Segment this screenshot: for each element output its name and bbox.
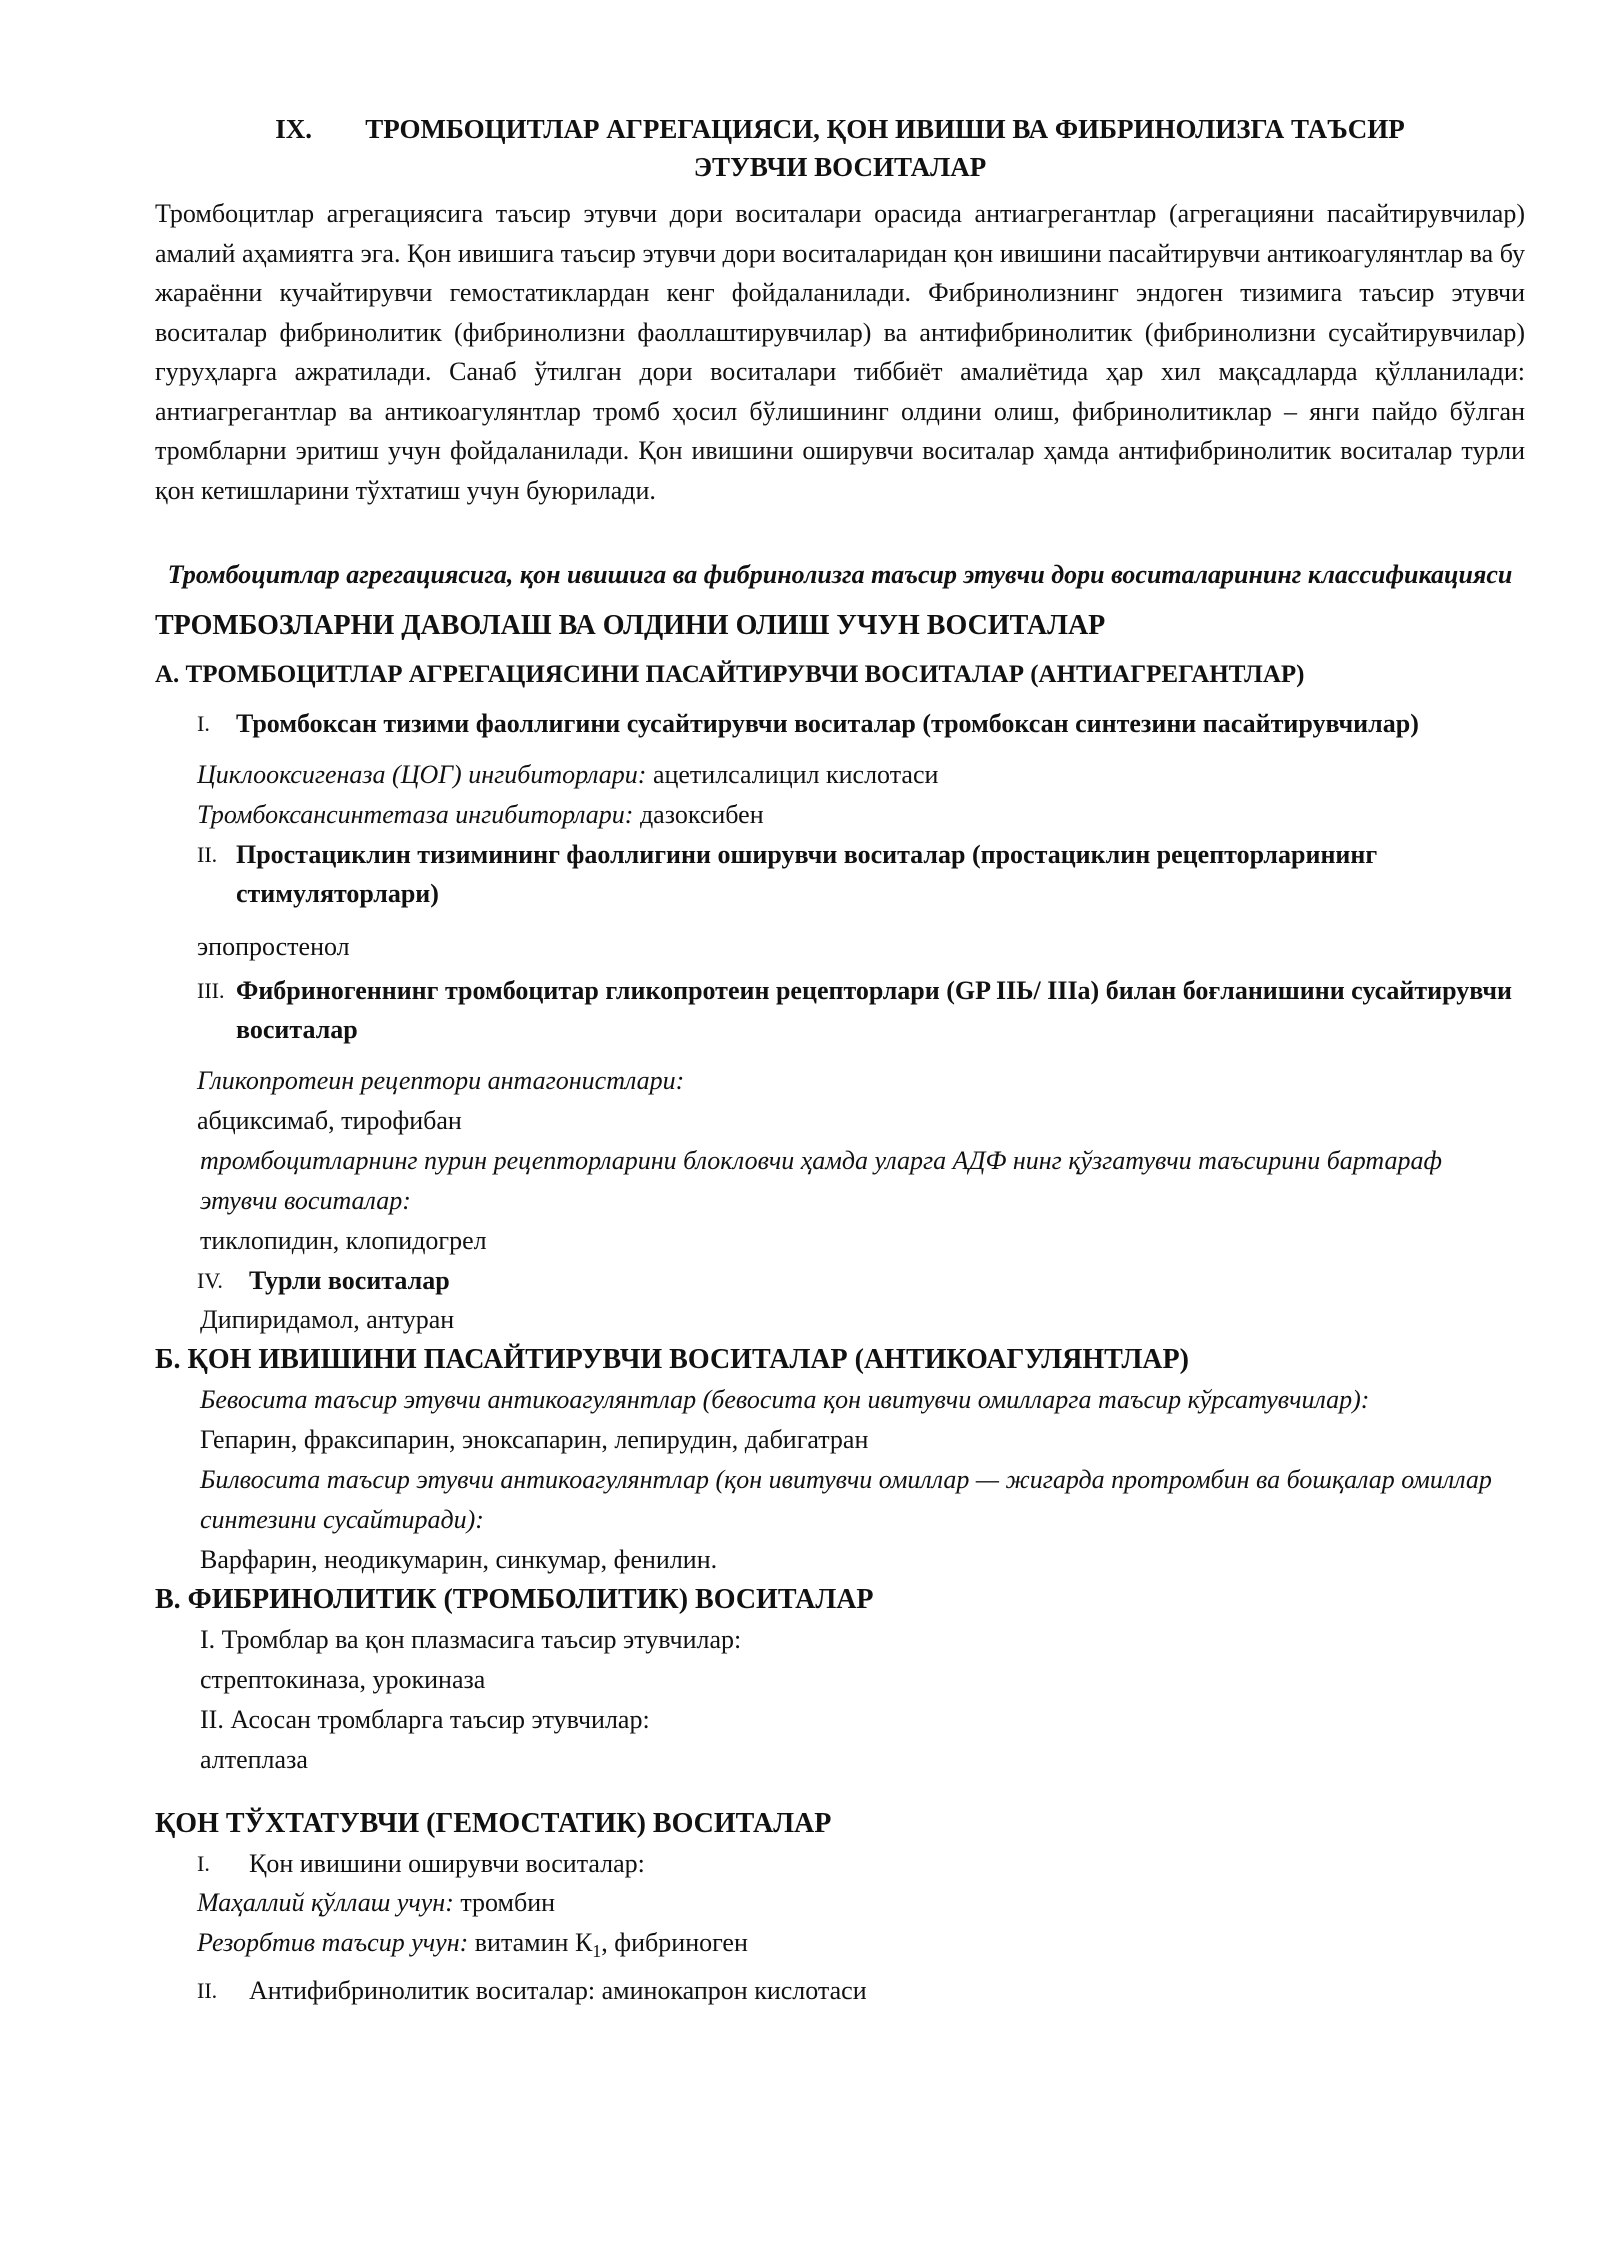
cox-inhibitors-label: Циклооксигеназа (ЦОГ) ингибиторлари: bbox=[197, 760, 647, 789]
fibrinolytics-group-i-drugs: стрептокиназа, урокиназа bbox=[200, 1665, 486, 1694]
resorptive-label: Резорбтив таъсир учун: bbox=[197, 1928, 469, 1957]
group-iv-title: Турли воситалар bbox=[249, 1266, 450, 1295]
cox-inhibitors-drug: ацетилсалицил кислотаси bbox=[646, 760, 939, 789]
chapter-title-line2: ЭТУВЧИ ВОСИТАЛАР bbox=[693, 152, 987, 182]
document-page bbox=[155, 110, 1525, 2010]
chapter-title-line1: ТРОМБОЦИТЛАР АГРЕГАЦИЯСИ, ҚОН ИВИШИ ВА ФИБРИНОЛИЗГА ТАЪСИР bbox=[365, 114, 1405, 144]
direct-anticoagulants-label: Бевосита таъсир этувчи антикоагулянтлар (бевосита қон ивитувчи омилларга таъсир кўрсатувчилар): bbox=[200, 1385, 1370, 1414]
group-i-number: I. bbox=[197, 711, 210, 736]
hemostatic-group-i-title: Қон ивишини оширувчи воситалар: bbox=[249, 1849, 645, 1878]
local-use-line bbox=[155, 1883, 1525, 1923]
resorptive-drug-rest: , фибриноген bbox=[601, 1928, 748, 1957]
group-iv bbox=[155, 1261, 1525, 1300]
fibrinolytics-group-ii-drugs: алтеплаза bbox=[200, 1745, 308, 1774]
fibrinolytics-group-ii: II. Асосан тромбларга таъсир этувчилар: bbox=[200, 1705, 650, 1734]
local-use-drug: тромбин bbox=[453, 1888, 556, 1917]
resorptive-drug-subscript: 1 bbox=[592, 1941, 602, 1962]
group-ii bbox=[155, 835, 1525, 913]
purine-blockers-drugs: тиклопидин, клопидогрел bbox=[200, 1226, 487, 1255]
group-i-title: Тромбоксан тизими фаоллигини сусайтирувчи воситалар (тромбоксан синтезини пасайтирувчилар) bbox=[236, 709, 1419, 738]
thrombosis-heading: ТРОМБОЗЛАРНИ ДАВОЛАШ ВА ОЛДИНИ ОЛИШ УЧУН ВОСИТАЛАР bbox=[155, 610, 1106, 641]
hemostatic-group-ii-number: II. bbox=[197, 1978, 218, 2004]
fibrinolytics-group-i: I. Тромблар ва қон плазмасига таъсир этувчилар: bbox=[200, 1625, 742, 1654]
thromboxane-synthetase-line bbox=[155, 795, 1525, 835]
resorptive-line bbox=[155, 1923, 1525, 1971]
thromboxane-synthetase-drug: дазоксибен bbox=[633, 800, 764, 829]
group-iv-drugs: Дипиридамол, антуран bbox=[200, 1305, 455, 1334]
group-ii-drug: эпопростенол bbox=[197, 932, 350, 961]
intro-paragraph: Тромбоцитлар агрегациясига таъсир этувчи дори воситалари орасида антиагрегантлар (агрегацияни пасайтирувчилар) амалий аҳамиятга эга. Қон ивишига таъсир этувчи дори воситаларидан қон ивишини пасайтирувчи антикоагулянтлар ва бу жараённи кучайтирувчи гемостатиклардан кенг фойдаланилади. Фибринолизнинг эндоген тизимига таъсир этувчи воситалар фибринолитик (фибринолизни фаоллаштирувчилар) ва антифибринолитик (фибринолизни сусайтирувчилар) гуруҳларга ажратилади. Санаб ўтилган дори воситалари тиббиёт амалиётида ҳар хил мақсадларда қўлланилади: антиагрегантлар ва антикоагулянтлар тромб ҳосил бўлишининг олдини олиш, фибринолитиклар – янги пайдо бўлган тромбларни эритиш учун фойдаланилади. Қон ивишини оширувчи воситалар ҳамда антифибринолитик воситалар турли қон кетишларини тўхтатиш учун буюрилади. bbox=[155, 199, 1525, 505]
group-i bbox=[155, 704, 1525, 743]
antiaggregants-heading: А. ТРОМБОЦИТЛАР АГРЕГАЦИЯСИНИ ПАСАЙТИРУВЧИ ВОСИТАЛАР (АНТИАГРЕГАНТЛАР) bbox=[155, 661, 1305, 688]
group-iii-title: Фибриногеннинг тромбоцитар гликопротеин рецепторлари (GP IIЬ/ IIIa) билан боғланишини сусайтирувчи воситалар bbox=[236, 976, 1512, 1044]
group-ii-title: Простациклин тизимининг фаоллигини оширувчи воситалар (простациклин рецепторларининг стимуляторлари) bbox=[236, 840, 1378, 908]
gp-antagonists-label: Гликопротеин рецептори антагонистлари: bbox=[197, 1066, 685, 1095]
direct-anticoagulants-drugs: Гепарин, фраксипарин, эноксапарин, лепирудин, дабигатран bbox=[200, 1425, 869, 1454]
classification-title: Тромбоцитлар агрегациясига, қон ивишига ва фибринолизга таъсир этувчи дори воситаларининг классификацияси bbox=[167, 560, 1513, 589]
hemostatic-group-ii bbox=[155, 1971, 1525, 2010]
cox-inhibitors-line bbox=[155, 755, 1525, 795]
group-iv-number: IV. bbox=[197, 1268, 223, 1293]
hemostatic-heading: ҚОН ТЎХТАТУВЧИ (ГЕМОСТАТИК) ВОСИТАЛАР bbox=[155, 1808, 832, 1839]
group-iii-number: III. bbox=[197, 978, 225, 1003]
resorptive-drug: витамин К bbox=[468, 1928, 593, 1957]
chapter-number: IX. bbox=[275, 114, 312, 144]
hemostatic-group-i bbox=[155, 1844, 1525, 1883]
gp-antagonists-drugs: абциксимаб, тирофибан bbox=[197, 1106, 462, 1135]
hemostatic-group-ii-title: Антифибринолитик воситалар: аминокапрон кислотаси bbox=[249, 1976, 867, 2006]
purine-blockers-label: тромбоцитларнинг пурин рецепторларини блокловчи ҳамда уларга АДФ нинг қўзгатувчи таъсирини бартараф этувчи воситалар: bbox=[200, 1146, 1442, 1215]
anticoagulants-heading: Б. ҚОН ИВИШИНИ ПАСАЙТИРУВЧИ ВОСИТАЛАР (АНТИКОАГУЛЯНТЛАР) bbox=[155, 1344, 1189, 1375]
local-use-label: Маҳаллий қўллаш учун: bbox=[197, 1888, 454, 1917]
chapter-heading bbox=[155, 110, 1525, 186]
group-ii-number: II. bbox=[197, 842, 218, 867]
thromboxane-synthetase-label: Тромбоксансинтетаза ингибиторлари: bbox=[197, 800, 634, 829]
hemostatic-group-i-number: I. bbox=[197, 1851, 210, 1876]
indirect-anticoagulants-drugs: Варфарин, неодикумарин, синкумар, фенилин. bbox=[200, 1545, 718, 1574]
indirect-anticoagulants-label: Билвосита таъсир этувчи антикоагулянтлар (қон ивитувчи омиллар — жигарда протромбин ва бошқалар омиллар синтезини сусайтиради): bbox=[200, 1465, 1492, 1534]
group-iii bbox=[155, 971, 1525, 1049]
fibrinolytics-heading: В. ФИБРИНОЛИТИК (ТРОМБОЛИТИК) ВОСИТАЛАР bbox=[155, 1584, 874, 1615]
